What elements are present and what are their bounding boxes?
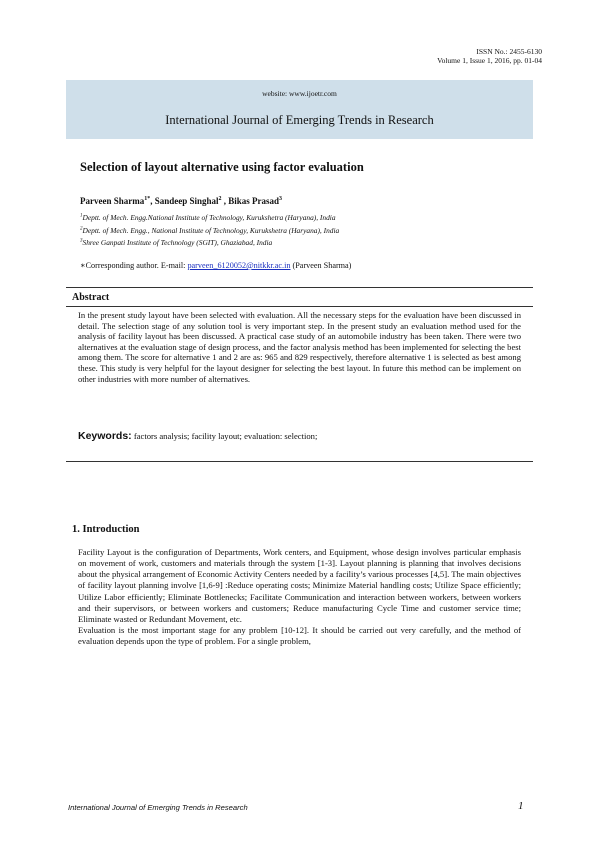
affiliation-1 [80, 213, 336, 222]
abstract-heading-rule [66, 306, 533, 307]
corresponding-prefix: ∗Corresponding author. E-mail: [80, 261, 188, 270]
volume-text: Volume 1, Issue 1, 2016, pp. 01-04 [437, 56, 542, 65]
paragraph: Facility Layout is the configuration of Departments, Work centers, and Equipment, whose design involves particular emphasis on movement of work, customers and materials through the system [1-3]. Layout planning is planning that involves decisions about the physical arrangement of Economic Activity Centers needed by a facility’s various processes [4,5]. The main objectives of facility layout planning involve [1,6-9] :Reduce operating costs; Minimize Material handling costs; Utilize Space efficiently; Utilize Labor efficiently; Eliminate Bottlenecks; Facilitate Communication and interaction between workers, between workers and their supervisors, or between workers and customers; Reduce manufacturing Cycle Time and customer service time; Eliminate wasted or Redundant Movement, etc. [78, 547, 521, 624]
paragraph: Evaluation is the most important stage for any problem [10-12]. It should be carried out very carefully, and the method of evaluation depends upon the type of problem. For a single problem, [78, 625, 521, 647]
affiliation-text: Deptt. of Mech. Engg., National Institute of Technology, Kurukshetra (Haryana), India [82, 226, 340, 235]
affiliation-marker: 1 [80, 213, 83, 219]
affiliation-text: Deptt. of Mech. Engg.National Institute of Technology, Kurukshetra (Haryana), India [82, 213, 336, 222]
author-email-link[interactable]: parveen_6120052@nitkkr.ac.in [187, 261, 291, 270]
author-marker: 3 [279, 196, 283, 202]
author-marker: 1* [144, 196, 151, 202]
issn-text: ISSN No.: 2455-6130 [476, 47, 542, 56]
keywords-label: Keywords: [78, 430, 132, 442]
keywords-text: factors analysis; facility layout; evaluation: selection; [131, 431, 318, 441]
affiliation-marker: 2 [80, 226, 83, 232]
author-separator: , [221, 196, 229, 206]
abstract-heading: Abstract [72, 292, 110, 303]
author-list [80, 196, 282, 206]
affiliation-text: Shree Ganpati Institute of Technology (SGIT), Ghaziabad, India [82, 238, 273, 247]
abstract-top-rule [66, 287, 533, 288]
author-name: Parveen Sharma [80, 196, 145, 206]
footer-journal-name: International Journal of Emerging Trends in Research [68, 803, 248, 812]
journal-name: International Journal of Emerging Trends in Research [165, 113, 434, 127]
introduction-body [78, 547, 521, 647]
affiliation-2 [80, 226, 339, 235]
abstract-text: In the present study layout have been selected with evaluation. All the necessary steps for the evaluation have been discussed in detail. The selection stage of any solution tool is very important step. In the present study an evaluation method used for the analysis of facility layout has been discussed. A practical case study of an automobile industry has been taken. There were two alternatives at the evaluation stage of design process, and the factor analysis method has been implemented for selecting the best among them. The score for alternative 1 and 2 are as: 965 and 829 respectively, therefore alternative 1 is selected as best among these. This study is very helpful for the layout designer for selecting the best layout. In future this method can be implement on other industries with more number of alternatives. [78, 310, 521, 384]
author-marker: 2 [218, 196, 222, 202]
author-name: Bikas Prasad [228, 196, 280, 206]
corresponding-author [80, 260, 351, 270]
abstract-bottom-rule [66, 461, 533, 462]
corresponding-suffix: (Parveen Sharma) [290, 261, 352, 270]
issn-volume-header [437, 47, 542, 65]
paper-title: Selection of layout alternative using factor evaluation [80, 160, 364, 174]
author-name: Sandeep Singhal [154, 196, 219, 206]
section-heading-introduction: 1. Introduction [72, 524, 140, 535]
keywords-line [78, 430, 317, 442]
page-number: 1 [518, 800, 524, 812]
journal-website[interactable]: website: www.ijoetr.com [262, 89, 337, 98]
author-separator: , [150, 196, 155, 206]
affiliation-marker: 3 [80, 238, 83, 244]
affiliation-3 [80, 238, 272, 247]
journal-banner [66, 80, 533, 139]
